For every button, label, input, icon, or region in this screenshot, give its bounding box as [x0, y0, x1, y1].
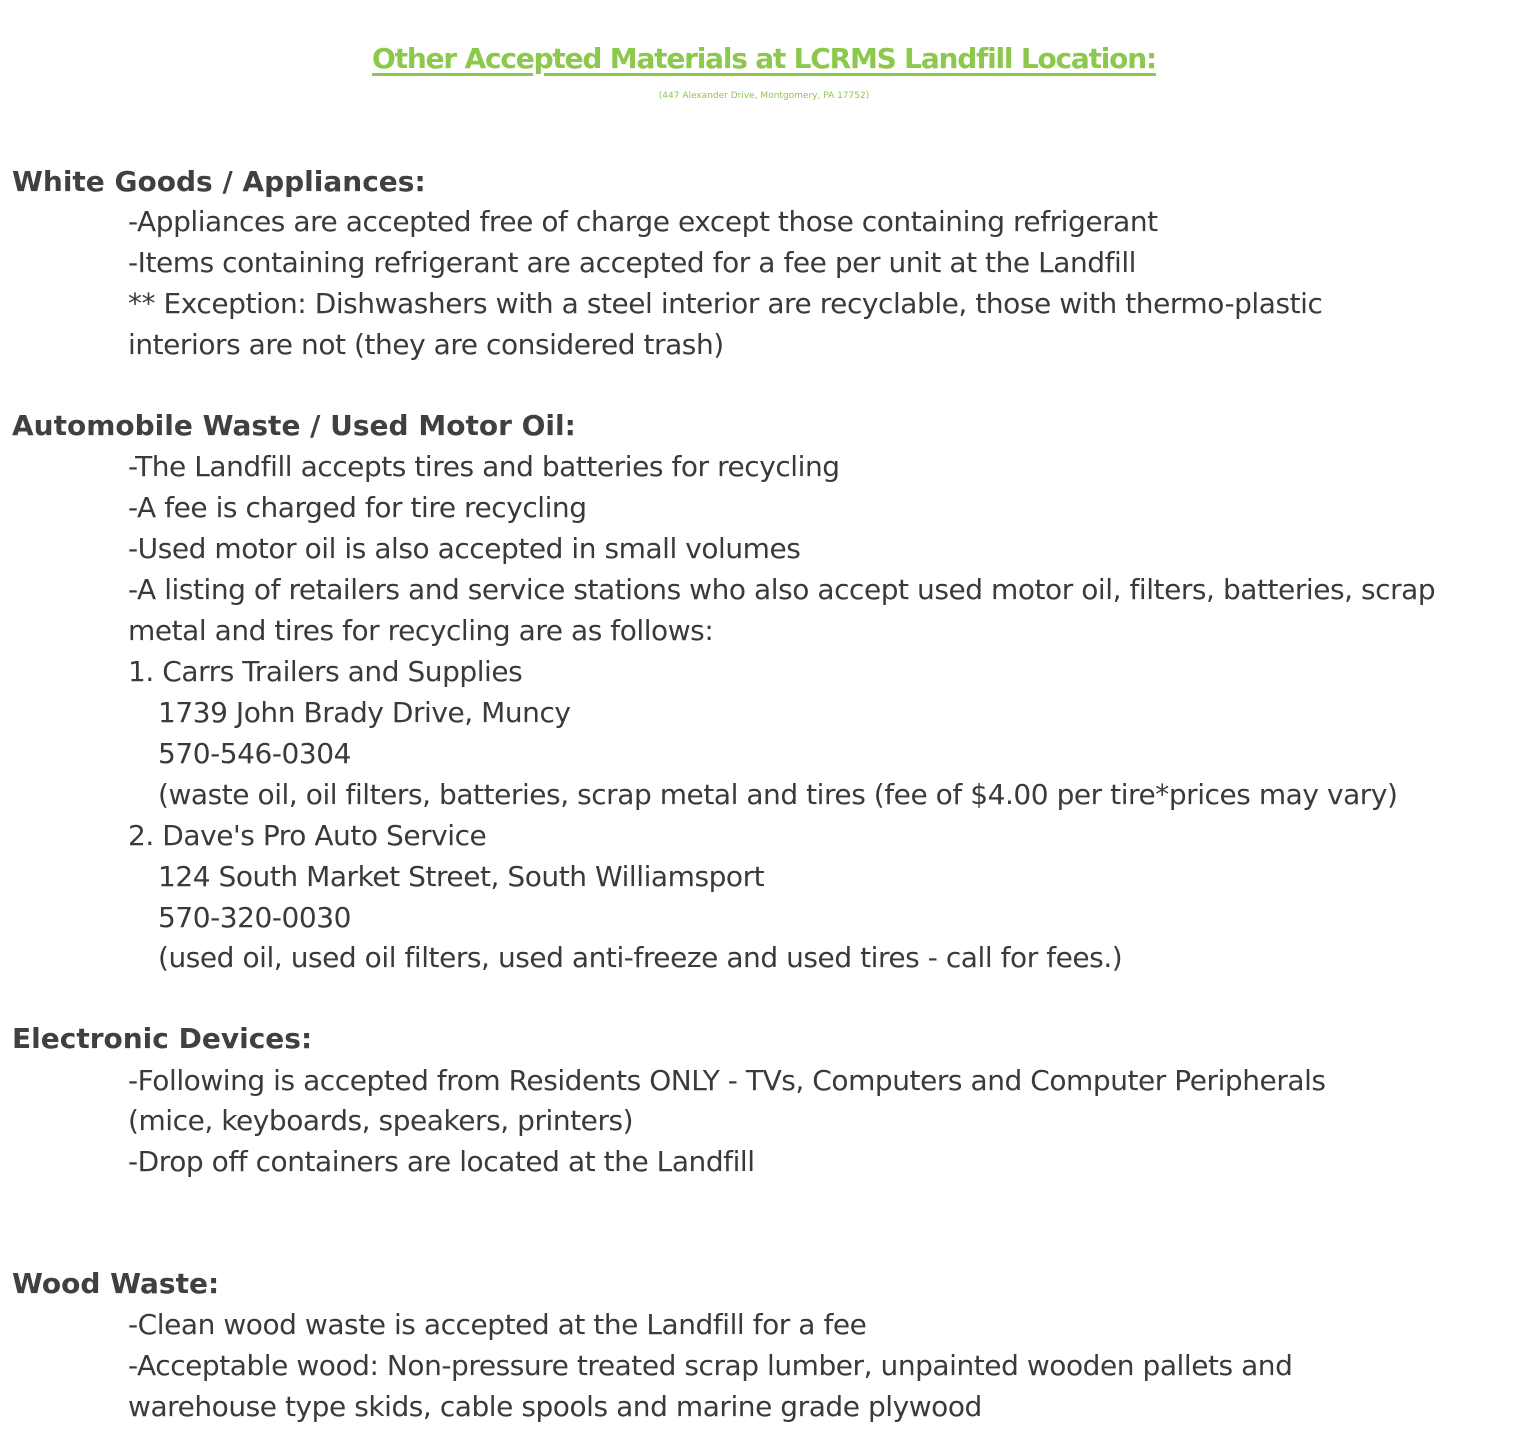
retailer-2-address: 124 South Market Street, South Williamsport [158, 860, 765, 893]
white-goods-line-1: -Appliances are accepted free of charge except those containing refrigerant [128, 205, 1158, 238]
wood-line-2: -Acceptable wood: Non-pressure treated scrap lumber, unpainted wooden pallets and [128, 1349, 1293, 1382]
white-goods-line-4: interiors are not (they are considered trash) [128, 328, 724, 361]
retailer-1-phone: 570-546-0304 [158, 737, 351, 770]
automobile-line-5: metal and tires for recycling are as follows: [128, 614, 714, 647]
automobile-line-1: -The Landfill accepts tires and batteries for recycling [128, 450, 840, 483]
retailer-1-notes: (waste oil, oil filters, batteries, scrap metal and tires (fee of $4.00 per tire*prices may vary) [158, 778, 1398, 811]
section-heading-white-goods: White Goods / Appliances: [12, 165, 426, 198]
retailer-1-address: 1739 John Brady Drive, Muncy [158, 696, 571, 729]
electronics-line-1: -Following is accepted from Residents ONLY - TVs, Computers and Computer Peripherals [128, 1064, 1326, 1097]
automobile-line-2: -A fee is charged for tire recycling [128, 491, 587, 524]
automobile-line-4: -A listing of retailers and service stations who also accept used motor oil, filters, batteries, scrap [128, 573, 1436, 606]
electronics-line-2: (mice, keyboards, speakers, printers) [128, 1104, 634, 1137]
retailer-2-name: 2. Dave's Pro Auto Service [128, 819, 487, 852]
section-heading-electronics: Electronic Devices: [12, 1022, 313, 1055]
retailer-2-phone: 570-320-0030 [158, 901, 351, 934]
electronics-line-3: -Drop off containers are located at the Landfill [128, 1145, 755, 1178]
wood-line-1: -Clean wood waste is accepted at the Landfill for a fee [128, 1308, 867, 1341]
section-heading-automobile: Automobile Waste / Used Motor Oil: [12, 409, 576, 442]
white-goods-line-3: ** Exception: Dishwashers with a steel interior are recyclable, those with thermo-plastic [128, 287, 1323, 320]
retailer-1-name: 1. Carrs Trailers and Supplies [128, 655, 523, 688]
page-subtitle-address: (447 Alexander Drive, Montgomery, PA 17752) [658, 91, 870, 101]
automobile-line-3: -Used motor oil is also accepted in small volumes [128, 532, 801, 565]
white-goods-line-2: -Items containing refrigerant are accepted for a fee per unit at the Landfill [128, 246, 1136, 279]
page-title: Other Accepted Materials at LCRMS Landfill Location: [372, 41, 1156, 75]
section-heading-wood: Wood Waste: [12, 1267, 220, 1300]
wood-line-3: warehouse type skids, cable spools and marine grade plywood [128, 1390, 982, 1423]
retailer-2-notes: (used oil, used oil filters, used anti-freeze and used tires - call for fees.) [158, 941, 1123, 974]
